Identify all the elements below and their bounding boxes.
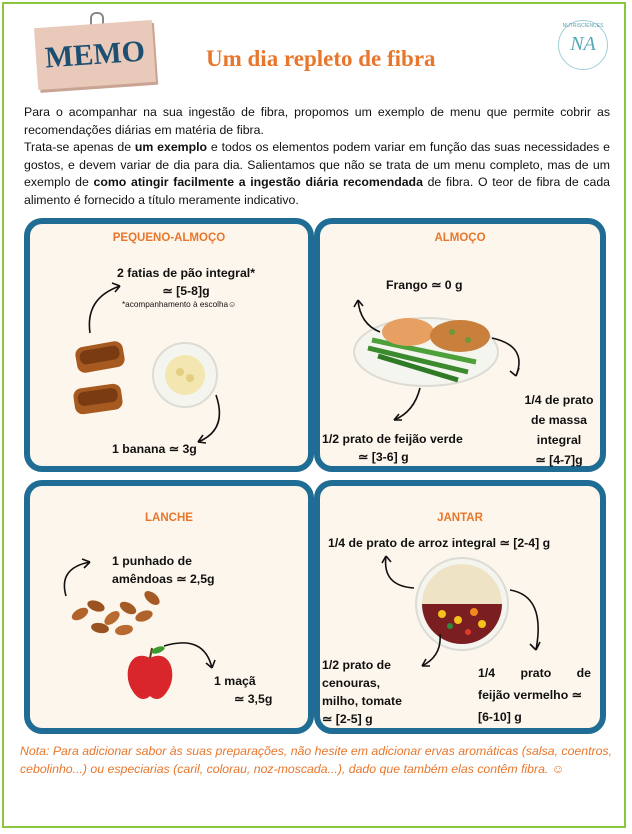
logo-initials: NA bbox=[570, 33, 596, 55]
almonds-fiber: amêndoas ≃ 2,5g bbox=[112, 572, 215, 586]
pasta-fiber: ≃ [4-7]g bbox=[535, 453, 583, 467]
vegetables-fiber: ≃ [2-5] g bbox=[322, 712, 373, 726]
beans-fiber: [6-10] g bbox=[478, 710, 522, 724]
card-lunch bbox=[314, 218, 606, 472]
pasta-label: integral bbox=[536, 433, 582, 447]
lunch-item-green-beans bbox=[322, 430, 463, 466]
dinner-item-vegetables bbox=[322, 656, 402, 728]
card-title: JANTAR bbox=[437, 512, 483, 524]
intro-paragraph-2 bbox=[24, 139, 610, 209]
card-dinner bbox=[314, 480, 606, 734]
almonds-label: 1 punhado de bbox=[112, 554, 192, 568]
card-title: ALMOÇO bbox=[434, 232, 486, 244]
card-title: PEQUENO-ALMOÇO bbox=[112, 232, 226, 244]
snack-item-almonds bbox=[112, 552, 215, 588]
intro-text bbox=[24, 104, 610, 209]
arrow-icon bbox=[488, 332, 528, 382]
breakfast-item-banana: 1 banana ≃ 3g bbox=[112, 442, 197, 456]
brand-logo bbox=[558, 20, 608, 70]
green-beans-label: 1/2 prato de feijão verde bbox=[322, 432, 463, 446]
beans-label: 1/4 prato de bbox=[478, 666, 592, 680]
arrow-icon bbox=[508, 586, 548, 656]
page-title: Um dia repleto de fibra bbox=[206, 46, 436, 71]
arrow-icon bbox=[80, 278, 140, 338]
dinner-item-rice: 1/4 de prato de arroz integral ≃ [2-4] g bbox=[328, 536, 551, 550]
arrow-icon bbox=[376, 552, 416, 592]
memo-tag bbox=[34, 20, 156, 90]
intro-text-part: Trata-se apenas de bbox=[24, 140, 135, 154]
logo-top-text: NUTRISCIENCES bbox=[562, 23, 604, 29]
arrow-icon bbox=[340, 294, 400, 334]
card-breakfast bbox=[24, 218, 314, 472]
intro-emphasis: como atingir facilmente a ingestão diária recomendada bbox=[93, 175, 423, 189]
arrow-icon bbox=[390, 386, 450, 426]
snack-item-apple bbox=[214, 672, 272, 708]
arrow-icon bbox=[412, 632, 452, 672]
green-beans-fiber: ≃ [3-6] g bbox=[358, 450, 409, 464]
intro-text-part: e todos os elementos podem variar em função das suas necessidades e gostos, e devem variar de dia para dia. Salientamos que não se trata de um menu completo, mas de um exemplo de bbox=[24, 140, 610, 189]
toast-icon bbox=[70, 332, 150, 432]
beans-label: feijão vermelho ≃ bbox=[478, 688, 582, 702]
lunch-item-pasta bbox=[516, 390, 602, 470]
dinner-item-beans bbox=[478, 662, 596, 728]
vegetables-label: milho, tomate bbox=[322, 694, 402, 708]
bread-footnote: *acompanhamento à escolha☺ bbox=[122, 300, 237, 309]
apple-label: 1 maçã bbox=[214, 674, 256, 688]
intro-paragraph-1: Para o acompanhar na sua ingestão de fibra, propomos um exemplo de menu que permite cobrir as recomendações diárias em matéria de fibra. bbox=[24, 105, 610, 137]
intro-emphasis: um exemplo bbox=[134, 140, 208, 154]
card-snack bbox=[24, 480, 314, 734]
pasta-label: de massa bbox=[530, 413, 588, 427]
bread-label: 2 fatias de pão integral* bbox=[116, 266, 256, 280]
pasta-label: 1/4 de prato bbox=[524, 393, 594, 407]
arrow-icon bbox=[56, 554, 96, 598]
intro-text-part: de fibra. O teor de fibra de cada alimento é fornecido a título meramente indicativo. bbox=[24, 175, 611, 207]
vegetables-label: cenouras, bbox=[322, 676, 381, 690]
footer-note: Nota: Para adicionar sabor às suas preparações, não hesite em adicionar ervas aromáticas (salsa, coentros, cebolinho...) ou especiarias (caril, colorau, noz-moscada...), dado que também elas contêm fibra. ☺ bbox=[20, 744, 612, 776]
arrow-icon bbox=[160, 636, 220, 676]
card-title: LANCHE bbox=[145, 512, 193, 524]
bread-fiber: ≃ [5-8]g bbox=[162, 284, 210, 298]
memo-label: MEMO bbox=[43, 34, 146, 75]
apple-fiber: ≃ 3,5g bbox=[234, 692, 273, 706]
vegetables-label: 1/2 prato de bbox=[322, 658, 392, 672]
lunch-item-chicken: Frango ≃ 0 g bbox=[386, 278, 463, 292]
